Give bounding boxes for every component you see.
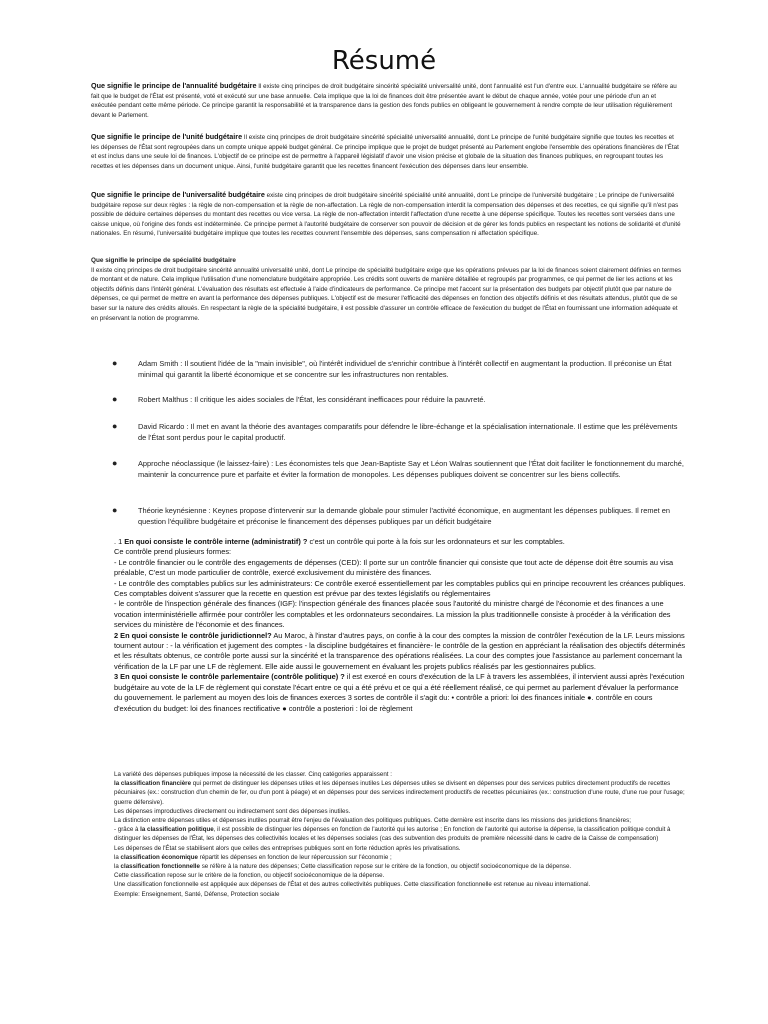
- classification-label: la classification financière: [114, 780, 192, 788]
- section-text: Il existe cinq principes de droit budgétaire sincérité annualité universalité unité, dont Le principe de spécialité budgétaire exige que les opérations prévues par la loi de finances soient clairement définies en termes de montant et de nature. Cela implique l'utilisation d'une nomenclature budgétaire appropriée. Les crédits sont ouverts de manière détaillée et regroupés par programmes, ce qui permet de lier les actions et les objectifs définis dans l'intérêt général. L'évaluation des résultats est effectuée à l'aide d'indicateurs de performance. Ce principe met l'accent sur la présentation des budgets par objectif plutôt que par nature de dépenses, ce qui permet de mettre en avant la performance des dépenses publiques. L'objectif est de mesurer l'efficacité des dépenses en fonction des objectifs définis et des résultats attendus, plutôt que de se baser sur la nature des crédits alloués. En respectant la règle de la spécialité budgétaire, il est possible d'assurer un contrôle efficace de l'exécution du budget de l'État en fournissant une information adéquate et en préservant la notion de programme.: [91, 266, 682, 322]
- text-line: - le contrôle de l'inspection générale des finances (IGF): l'inspection générale des finances placée sous l'autorité du ministre chargé de l'économie et des finances a une vocation interministérielle affirmée pour contrôler les comptables et les ordonnateurs secondaires. La mission la plus traditionnelle consiste à procéder à la vérification des services du ministère de l'économie et des finances.: [114, 599, 671, 630]
- classification-prefix: la: [114, 863, 121, 871]
- question-number: . 1: [114, 537, 125, 546]
- text-line: Une classification fonctionnelle est appliquée aux dépenses de l'État et des autres collectivités publiques. Cette classification fonctionnelle est retenue au niveau international.: [114, 881, 591, 889]
- text-line: - Le contrôle financier ou le contrôle des engagements de dépenses (CED): Il porte sur un contrôle financier qui consiste que tout acte de dépense doit être soumis au visa préalable, C'est un mode particulier de contrôle, exercé exclusivement du ministère des finances.: [114, 557, 674, 578]
- question-heading: 2 En quoi consiste le contrôle juridictionnel?: [114, 630, 272, 640]
- list-item: [112, 421, 684, 443]
- text-line: Ce contrôle prend plusieurs formes:: [114, 547, 232, 557]
- list-item-text: David Ricardo : Il met en avant la théorie des avantages comparatifs pour défendre le libre-échange et la spécialisation internationale. Il estime que les prélèvements de l'État sont perdus pour le capital productif.: [138, 422, 678, 443]
- classification-text: qui permet de distinguer les dépenses utiles et les dépenses inutiles Les dépenses utiles se divisent en dépenses pour des services publics directement productifs de recettes pécuniaires (ex.: construction d'un chemin de fer, ou d'un pont à péage) et en dépenses pour des services indirectement productifs de recettes pécuniaires (ex.: construction d'une route, d'une rue pour l'usage; guerre défensive).: [114, 780, 685, 806]
- text-line: La variété des dépenses publiques impose la nécessité de les classer. Cinq catégories apparaissent :: [114, 771, 392, 778]
- classification-fonctionnelle: [114, 862, 686, 871]
- classification-prefix: - grâce à: [114, 826, 141, 834]
- section-question: Que signifie le principe de l'unité budgétaire: [91, 132, 243, 141]
- text-line: - Le contrôle des comptables publics sur les administrateurs: Ce contrôle exercé essentiellement par les comptables publics qui en principe recouvrent les créances publiques. Ces comptables doivent s'assurer que la recette en question est prévue par des textes législatifs ou réglementaires: [114, 578, 686, 599]
- question-text: Au Maroc, à l'instar d'autres pays, on confie à la cour des comptes la mission de contrôler l'exécution de la LF. Leurs missions tournent autour : - la vérification et jugement des comptes - la discipline budgétaires et financière- le contrôle de la gestion en appréciant la réalisation des objectifs déterminés et les résultats obtenus, ce contrôle porte aussi sur la sincérité et la transparence des opérations réalisées. La cour des comptes joue l'assistance au parlement concernant la vérification de la LF par une LF de règlement. Elle aide aussi le gouvernement en évaluant les projets publics réalisés par les gestionnaires publics.: [114, 630, 686, 671]
- question-text: c'est un contrôle qui porte à la fois sur les ordonnateurs et sur les comptables.: [307, 537, 565, 546]
- classification-section: [114, 770, 686, 899]
- question-heading: En quoi consiste le contrôle interne (administratif) ?: [124, 537, 308, 546]
- bullet-icon: ●: [112, 358, 118, 368]
- list-item-text: Théorie keynésienne : Keynes propose d'intervenir sur la demande globale pour stimuler l'activité économique, en augmentant les dépenses publiques. Il remet en question l'équilibre budgétaire et préconise le financement des dépenses publiques par un déficit budgétaire: [138, 506, 670, 527]
- list-item-text: Robert Malthus : Il critique les aides sociales de l'État, les considérant inefficaces pour réduire la pauvreté.: [138, 395, 486, 404]
- section-unite: [91, 132, 683, 171]
- classification-label: classification économique: [120, 853, 198, 861]
- question-text: il est exercé en cours d'exécution de la LF à travers les assemblées, il intervient aussi après l'exécution budgétaire au vote de la LF de règlement qui constate l'écart entre ce qui a été prévu et ce qui a été réellement réalisé, ce qui permet au parlement d'évaluer la performance du gouvernement. le parlement au moyen des lois de finances exerces 3 sortes de contrôle il s'agit du: • contrôle a priori: loi des finances initiale ●. contrôle en cours d'exécution du budget: loi des finances rectificative ● contrôle a posteriori : loi de règlement: [114, 672, 685, 713]
- text-line: Les dépenses improductives directement ou indirectement sont des dépenses inutiles.: [114, 807, 351, 815]
- classification-text: se réfère à la nature des dépenses; Cette classification repose sur le critère de la fonction, ou objectif socioéconomique de la dépense.: [199, 863, 572, 871]
- section-question: Que signifie le principe de spécialité budgétaire: [91, 257, 236, 264]
- classification-economique: [114, 853, 686, 862]
- question-heading: 3 En quoi consiste le contrôle parlementaire (contrôle politique) ?: [114, 672, 345, 682]
- section-question: Que signifie le principe de l'annualité budgétaire: [91, 81, 257, 90]
- section-question: Que signifie le principe de l'universalité budgétaire: [91, 190, 265, 199]
- section-text: Il existe cinq principes de droit budgétaire sincérité spécialité universalité annualité, dont Le principe de l'unité budgétaire signifie que toutes les recettes et les dépenses de l'État sont regroupées dans un compte unique appelé budget général. Ce principe implique que le projet de budget présenté au Parlement englobe l'ensemble des opérations financières de l'État et est inclus dans une seule loi de finances. L'objectif de ce principe est de permettre à l'appareil législatif d'avoir une vision précise et globale de la situation des finances publiques, en regroupant toutes les recettes et les dépenses dans un document unique. Ainsi, l'unité budgétaire garantit que les recettes financent l'exécution des dépenses dans leur ensemble.: [91, 134, 679, 170]
- bullet-icon: ●: [112, 505, 118, 515]
- classification-label: classification fonctionnelle: [120, 863, 200, 871]
- list-item-text: Approche néoclassique (le laissez-faire) : Les économistes tels que Jean-Baptiste Say et Léon Walras soutiennent que l'État doit faciliter le fonctionnement du marché, maintenir la concurrence pure et parfaite et éviter la formation de monopoles. Les dépenses publiques doivent se concentrer sur les biens collectifs.: [138, 459, 684, 480]
- list-item: [112, 505, 684, 527]
- list-item: [112, 358, 684, 380]
- list-item-text: Adam Smith : Il soutient l'idée de la "main invisible", où l'intérêt individuel de s'enrichir contribue à l'intérêt collectif en augmentant la production. Il préconise un État minimal qui garantit la liberté économique et se concentre sur les infrastructures non rentables.: [138, 359, 672, 380]
- section-text: existe cinq principes de droit budgétaire sincérité spécialité unité annualité, dont Le principe de l'université budgétaire ; Le principe de l'universalité budgétaire repose sur deux règles : la règle de non-compensation et la règle de non-affectation. La règle de non-compensation interdit la compensation des dépenses et des recettes, ce qui signifie qu'il n'est pas possible de déduire certaines dépenses du montant des recettes ou vice versa. La règle de non-affectation interdit l'affectation d'une recette à une dépense spécifique. Toutes les recettes sont versées dans une caisse unique, où l'origine des fonds est indéterminée. Ce principe permet à l'autorité budgétaire de conserver son pouvoir de décision et de gérer les fonds publics en respectant les notions de solidarité et d'unité nationales. En résumé, l'universalité budgétaire implique que toutes les recettes couvrent l'ensemble des dépenses, sans compensation ni affectation spécifique.: [91, 192, 681, 238]
- section-specialite: [91, 256, 683, 323]
- controls-section: [114, 537, 686, 714]
- section-text: Il existe cinq principes de droit budgétaire sincérité spécialité universalité unité, dont l'annualité est l'un d'entre eux. L'annualité budgétaire se réfère au fait que le budget de l'État est présenté, voté et exécuté sur une base annuelle. Cela implique que la loi de finances doit être présentée avant le début de chaque année, votée pour une période d'un an et exécutée pendant cette même période. Ce principe garantit la responsabilité et la transparence dans la gestion des fonds publics en obligeant le gouvernement à rendre compte de leur utilisation régulièrement devant le Parlement.: [91, 83, 677, 119]
- list-item: [112, 458, 684, 480]
- text-line: Cette classification repose sur le critère de la fonction, ou objectif socioéconomique de la dépense.: [114, 872, 385, 880]
- control-parlementaire: [114, 672, 686, 714]
- bullet-icon: ●: [112, 421, 118, 431]
- classification-text: répartit les dépenses en fonction de leur répercussion sur l'économie ;: [197, 853, 392, 861]
- classification-text: , il est possible de distinguer les dépenses en fonction de l'autorité qui les autorise ; En fonction de l'autorité qui autorise la dépense, la classification politique conduit à distinguer les dépenses de l'État, les dépenses des collectivités locales et les dépenses sociales (cas des subvention des produits de première nécessité dans le cadre de la Caisse de compensation): [114, 826, 671, 843]
- classification-financiere: [114, 779, 686, 807]
- bullet-icon: ●: [112, 394, 118, 404]
- text-line: La distinction entre dépenses utiles et dépenses inutiles pourrait être l'enjeu de l'évaluation des politiques publiques. Cette dernière est inscrite dans les missions des juridictions financières;: [114, 817, 631, 825]
- text-line: Les dépenses de l'État se stabilisent alors que celles des entreprises publiques sont en forte réduction après les privatisations.: [114, 844, 461, 852]
- list-item: [112, 394, 486, 405]
- classification-label: la classification politique: [140, 826, 214, 834]
- text-line: Exemple: Enseignement, Santé, Défense, Protection sociale: [114, 890, 280, 898]
- control-interne: [114, 537, 686, 547]
- bullet-icon: ●: [112, 458, 118, 468]
- section-universalite: [91, 190, 683, 239]
- control-juridictionnel: [114, 631, 686, 673]
- classification-politique: [114, 825, 686, 843]
- classification-prefix: la: [114, 853, 121, 861]
- page-title: Résumé: [331, 46, 437, 76]
- section-annualite: [91, 81, 683, 120]
